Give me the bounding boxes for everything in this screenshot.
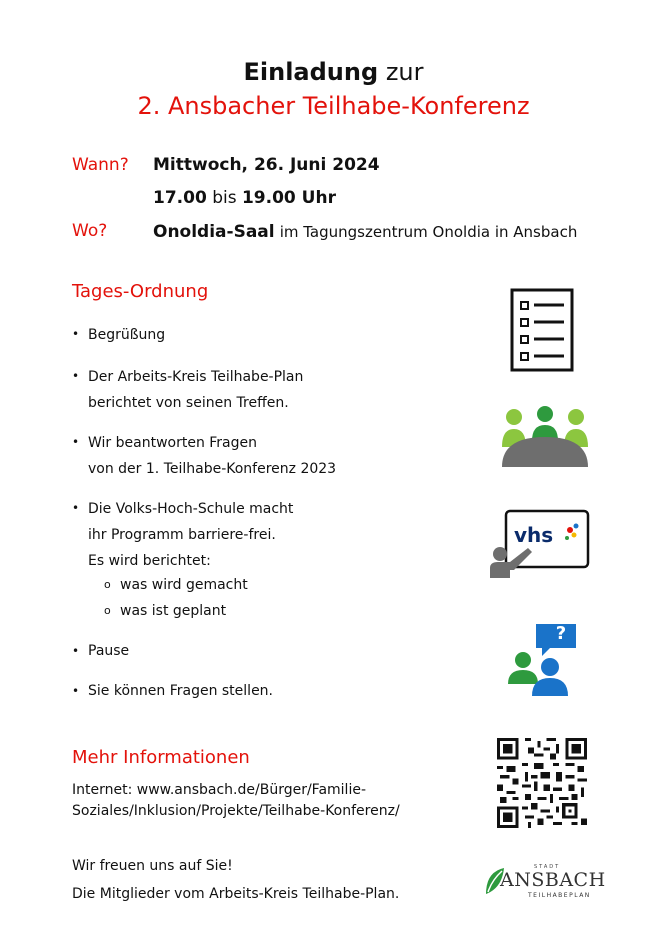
agenda-item-line: Begrüßung [88, 327, 166, 343]
meeting-group-icon [500, 405, 590, 469]
logo-teilhabeplan: TEILHABEPLAN [528, 892, 591, 899]
bullet: • [72, 369, 80, 383]
time-end: 19.00 Uhr [241, 188, 336, 208]
agenda-item-4 [88, 496, 293, 574]
bullet: • [72, 435, 80, 449]
venue-place: im Tagungszentrum Onoldia in Ansbach [279, 223, 578, 241]
title-word-einladung: Einladung [243, 58, 379, 86]
sub-bullet: o [104, 604, 111, 617]
agenda-heading: Tages-Ordnung [72, 281, 209, 302]
url-line-2: Soziales/Inklusion/Projekte/Teilhabe-Konferenz/ [72, 803, 400, 819]
agenda-item-5 [88, 638, 129, 664]
time-bis: bis [212, 188, 237, 208]
bullet: • [72, 327, 80, 341]
agenda-item-line: Wir beantworten Fragen [88, 435, 258, 451]
agenda-item-1 [88, 322, 165, 348]
agenda-subitem-2: was ist geplant [120, 603, 227, 619]
where-label: Wo? [72, 221, 108, 241]
question-mark: ? [555, 623, 567, 644]
title-line-2: 2. Ansbacher Teilhabe-Konferenz [137, 92, 530, 120]
vhs-logo-text: vhs [514, 523, 554, 547]
logo-stadt: STADT [534, 864, 561, 870]
sub-bullet: o [104, 578, 111, 591]
agenda-item-line: Die Volks-Hoch-Schule macht [88, 501, 294, 517]
event-date: Mittwoch, 26. Juni 2024 [153, 155, 380, 175]
agenda-item-line: Der Arbeits-Kreis Teilhabe-Plan [88, 369, 304, 385]
agenda-item-line: Es wird berichtet: [88, 553, 211, 569]
event-location [153, 222, 577, 242]
title-line-1 [0, 58, 667, 86]
more-info-heading: Mehr Informationen [72, 747, 250, 768]
more-info-url[interactable] [72, 780, 400, 822]
agenda-item-2 [88, 364, 303, 416]
url-line-1: Internet: www.ansbach.de/Bürger/Familie- [72, 782, 366, 798]
qr-code-icon[interactable] [497, 738, 587, 828]
bullet: • [72, 644, 80, 658]
agenda-item-line: von der 1. Teilhabe-Konferenz 2023 [88, 461, 337, 477]
agenda-item-6 [88, 678, 273, 704]
agenda-item-line: berichtet von seinen Treffen. [88, 395, 289, 411]
closing-line-1: Wir freuen uns auf Sie! [72, 858, 233, 874]
bullet: • [72, 501, 80, 515]
venue-name: Onoldia-Saal [153, 222, 275, 242]
event-time [153, 188, 336, 208]
agenda-item-line: ihr Programm barriere-frei. [88, 527, 276, 543]
when-label: Wann? [72, 155, 129, 175]
logo-ansbach: ANSBACH [500, 869, 606, 891]
agenda-item-3 [88, 430, 336, 482]
agenda-item-line: Pause [88, 643, 130, 659]
bullet: • [72, 684, 80, 698]
agenda-item-line: Sie können Fragen stellen. [88, 683, 274, 699]
checklist-icon [510, 288, 574, 372]
ansbach-logo [484, 864, 606, 904]
closing-line-2: Die Mitglieder vom Arbeits-Kreis Teilhabe-Plan. [72, 886, 400, 902]
agenda-subitem-1: was wird gemacht [120, 577, 248, 593]
time-start: 17.00 [153, 188, 207, 208]
title-word-zur: zur [385, 58, 424, 86]
